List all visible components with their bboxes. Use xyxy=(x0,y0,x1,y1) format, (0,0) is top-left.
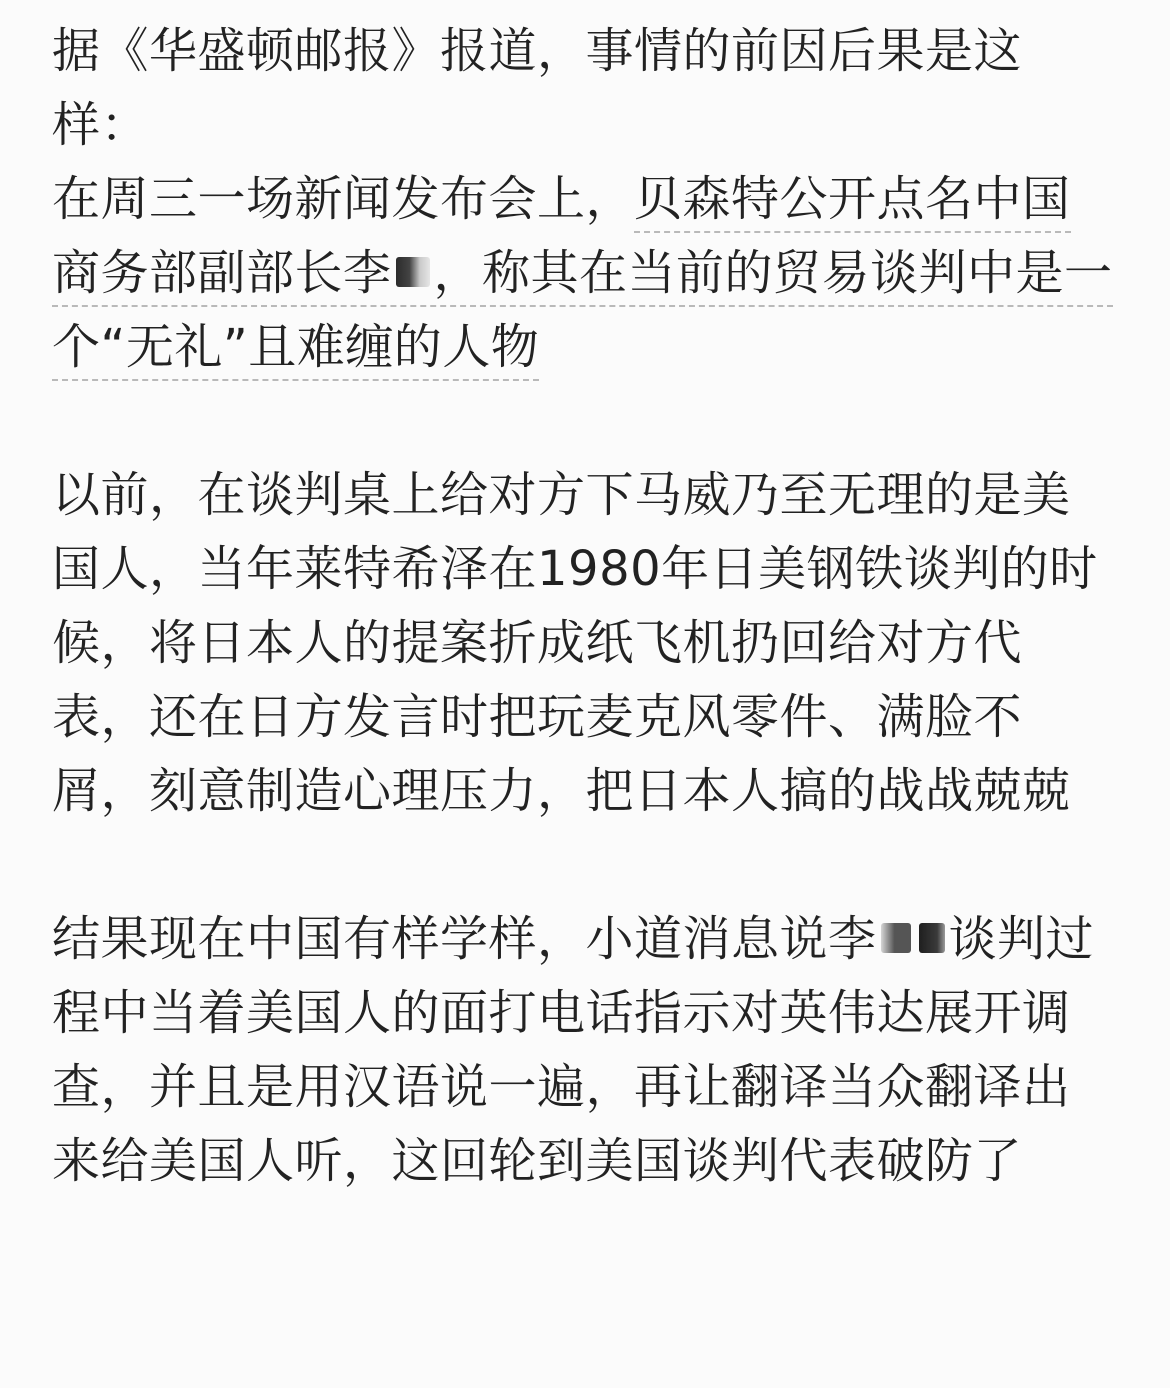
quoted-highlight-text-b: ，称其在当前的贸易谈判中是一个“无礼”且难缠的人物 xyxy=(52,245,1113,375)
paragraph-2: 以前，在谈判桌上给对方下马威乃至无理的是美国人，当年莱特希泽在1980年日美钢铁谈判的时候，将日本人的提案折成纸飞机扔回给对方代表，还在日方发言时把玩麦克风零件、满脸不屑，刻意制造心理压力，把日本人搞的战战兢兢 xyxy=(52,467,1098,819)
paragraph-1 xyxy=(52,14,1118,384)
quoted-highlight-text-a: 贝森特公开点名中国商务部副部长李 xyxy=(52,171,1071,301)
redacted-name-block xyxy=(396,257,430,287)
redacted-name-block xyxy=(919,923,945,953)
redacted-name-block xyxy=(881,923,911,953)
paragraph-3-before: 结果现在中国有样学样，小道消息说李 xyxy=(52,911,877,967)
paragraph-1-intro: 据《华盛顿邮报》报道，事情的前因后果是这样： xyxy=(52,23,1023,153)
paragraph-3-after: 谈判过程中当着美国人的面打电话指示对英伟达展开调查，并且是用汉语说一遍，再让翻译当众翻译出来给美国人听，这回轮到美国谈判代表破防了 xyxy=(52,911,1095,1189)
paragraph-1-lead: 在周三一场新闻发布会上， xyxy=(52,171,635,227)
paragraph-3 xyxy=(52,902,1118,1198)
